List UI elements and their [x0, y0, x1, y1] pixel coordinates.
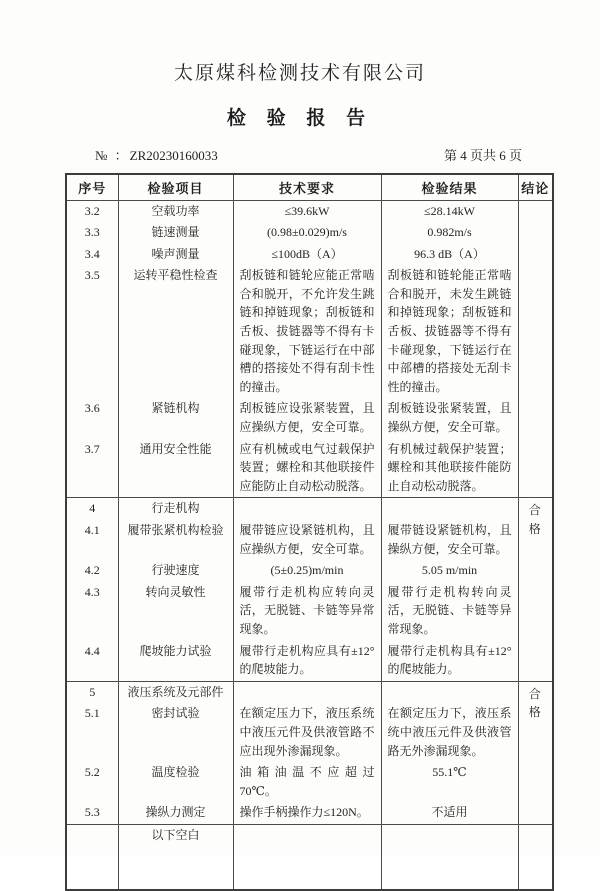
cell-no: 3.2	[66, 200, 118, 222]
cell-result: 履带链设紧链机构，且操纵方便，安全可靠。	[381, 520, 518, 560]
cell-result: 有机械过载保护装置；螺栓和其他联接件能防止自动松动脱落。	[381, 439, 518, 498]
cell-requirement: (0.98±0.029)m/s	[233, 222, 381, 244]
cell-item: 操纵力测定	[118, 802, 233, 824]
cell-no: 5.3	[66, 802, 118, 824]
table-row	[66, 265, 553, 398]
table-row	[66, 824, 553, 890]
cell-requirement: 在额定压力下，液压系统中液压元件及供液管路不应出现外渗漏现象。	[233, 703, 381, 762]
cell-item: 空载功率	[118, 200, 233, 222]
cell-no: 3.6	[66, 398, 118, 438]
cell-result: 96.3 dB（A）	[381, 244, 518, 266]
cell-requirement: 应有机械或电气过载保护装置；螺栓和其他联接件应能防止自动松动脱落。	[233, 439, 381, 498]
company-name: 太原煤科检测技术有限公司	[173, 63, 426, 84]
cell-requirement: 履带链应设紧链机构，且应操纵方便，安全可靠。	[233, 520, 381, 560]
cell-item: 运转平稳性检查	[118, 265, 233, 398]
cell-requirement	[233, 824, 381, 890]
cell-requirement: 油箱油温不应超过 70℃。	[233, 762, 381, 802]
table-header	[66, 174, 553, 200]
cell-requirement: 履带行走机构应具有±12°的爬坡能力。	[233, 641, 381, 682]
cell-requirement: 操作手柄操作力≤120N。	[233, 802, 381, 824]
cell-no: 3.7	[66, 439, 118, 498]
table-body	[66, 200, 553, 890]
cell-item: 噪声测量	[118, 244, 233, 266]
meta-row	[95, 145, 522, 164]
cell-requirement: 履带行走机构应转向灵活，无脱链、卡链等异常现象。	[233, 582, 381, 641]
cell-item: 行走机构	[118, 498, 233, 520]
cell-no: 3.3	[66, 222, 118, 244]
cell-conclusion	[518, 200, 553, 498]
cell-result: 履带行走机构具有±12°的爬坡能力。	[381, 641, 518, 682]
cell-result: 履带行走机构转向灵活，无脱链、卡链等异常现象。	[381, 582, 518, 641]
cell-result: 0.982m/s	[381, 222, 518, 244]
cell-no: 4.3	[66, 582, 118, 641]
inspection-table	[65, 173, 554, 891]
cell-no	[66, 824, 118, 890]
report-title: 检 验 报 告	[226, 108, 374, 129]
cell-item: 爬坡能力试验	[118, 641, 233, 682]
cell-conclusion: 合格	[518, 681, 553, 824]
column-header-conclusion: 结论	[518, 174, 553, 200]
table-row	[66, 641, 553, 682]
cell-no: 5.2	[66, 762, 118, 802]
table-row	[66, 802, 553, 824]
cell-requirement	[233, 498, 381, 520]
report-number	[95, 145, 218, 164]
cell-result: 5.05 m/min	[381, 560, 518, 582]
cell-result: 55.1℃	[381, 762, 518, 802]
table-row	[66, 681, 553, 703]
cell-result	[381, 824, 518, 890]
table-row	[66, 439, 553, 498]
table-row	[66, 200, 553, 222]
report-number-label: № ：	[95, 148, 130, 163]
cell-item: 紧链机构	[118, 398, 233, 438]
cell-no: 5.1	[66, 703, 118, 762]
cell-conclusion: 合格	[518, 498, 553, 681]
cell-result	[381, 498, 518, 520]
table-row	[66, 560, 553, 582]
column-header-result: 检验结果	[381, 174, 518, 200]
cell-no: 5	[66, 681, 118, 703]
cell-conclusion	[518, 824, 553, 890]
cell-item: 密封试验	[118, 703, 233, 762]
table-row	[66, 762, 553, 802]
cell-result	[381, 681, 518, 703]
table-row	[66, 398, 553, 438]
cell-requirement: ≤39.6kW	[233, 200, 381, 222]
cell-item: 行驶速度	[118, 560, 233, 582]
table-row	[66, 582, 553, 641]
column-header-item: 检验项目	[118, 174, 233, 200]
cell-item: 转向灵敏性	[118, 582, 233, 641]
cell-requirement: ≤100dB（A）	[233, 244, 381, 266]
cell-item: 通用安全性能	[118, 439, 233, 498]
table-row	[66, 703, 553, 762]
cell-item: 液压系统及元部件	[118, 681, 233, 703]
table-row	[66, 498, 553, 520]
cell-item: 履带张紧机构检验	[118, 520, 233, 560]
cell-result: 刮板链和链轮能正常啮合和脱开，未发生跳链和掉链现象；刮板链和舌板、拔链器等不得有卡碰现象，下链运行在中部槽的搭接处无刮卡性的撞击。	[381, 265, 518, 398]
cell-requirement	[233, 681, 381, 703]
page-indicator: 第 4 页共 6 页	[443, 148, 522, 163]
header-row	[66, 174, 553, 200]
column-header-no: 序号	[66, 174, 118, 200]
cell-no: 4.2	[66, 560, 118, 582]
table-row	[66, 222, 553, 244]
cell-no: 4	[66, 498, 118, 520]
cell-requirement: (5±0.25)m/min	[233, 560, 381, 582]
table-row	[66, 244, 553, 266]
cell-item: 链速测量	[118, 222, 233, 244]
cell-no: 3.4	[66, 244, 118, 266]
cell-requirement: 刮板链和链轮应能正常啮合和脱开，不允许发生跳链和掉链现象；刮板链和舌板、拔链器等不得有卡碰现象，下链运行在中部槽的搭接处不得有刮卡性的撞击。	[233, 265, 381, 398]
cell-requirement: 刮板链应设张紧装置，且应操纵方便，安全可靠。	[233, 398, 381, 438]
cell-item: 以下空白	[118, 824, 233, 890]
cell-item: 温度检验	[118, 762, 233, 802]
cell-no: 4.1	[66, 520, 118, 560]
cell-result: 在额定压力下，液压系统中液压元件及供液管路无外渗漏现象。	[381, 703, 518, 762]
cell-result: 刮板链设张紧装置，且操纵方便，安全可靠。	[381, 398, 518, 438]
column-header-requirement: 技术要求	[233, 174, 381, 200]
cell-no: 4.4	[66, 641, 118, 682]
table-row	[66, 520, 553, 560]
cell-result: 不适用	[381, 802, 518, 824]
report-number-value: ZR20230160033	[129, 148, 218, 163]
cell-result: ≤28.14kW	[381, 200, 518, 222]
cell-no: 3.5	[66, 265, 118, 398]
